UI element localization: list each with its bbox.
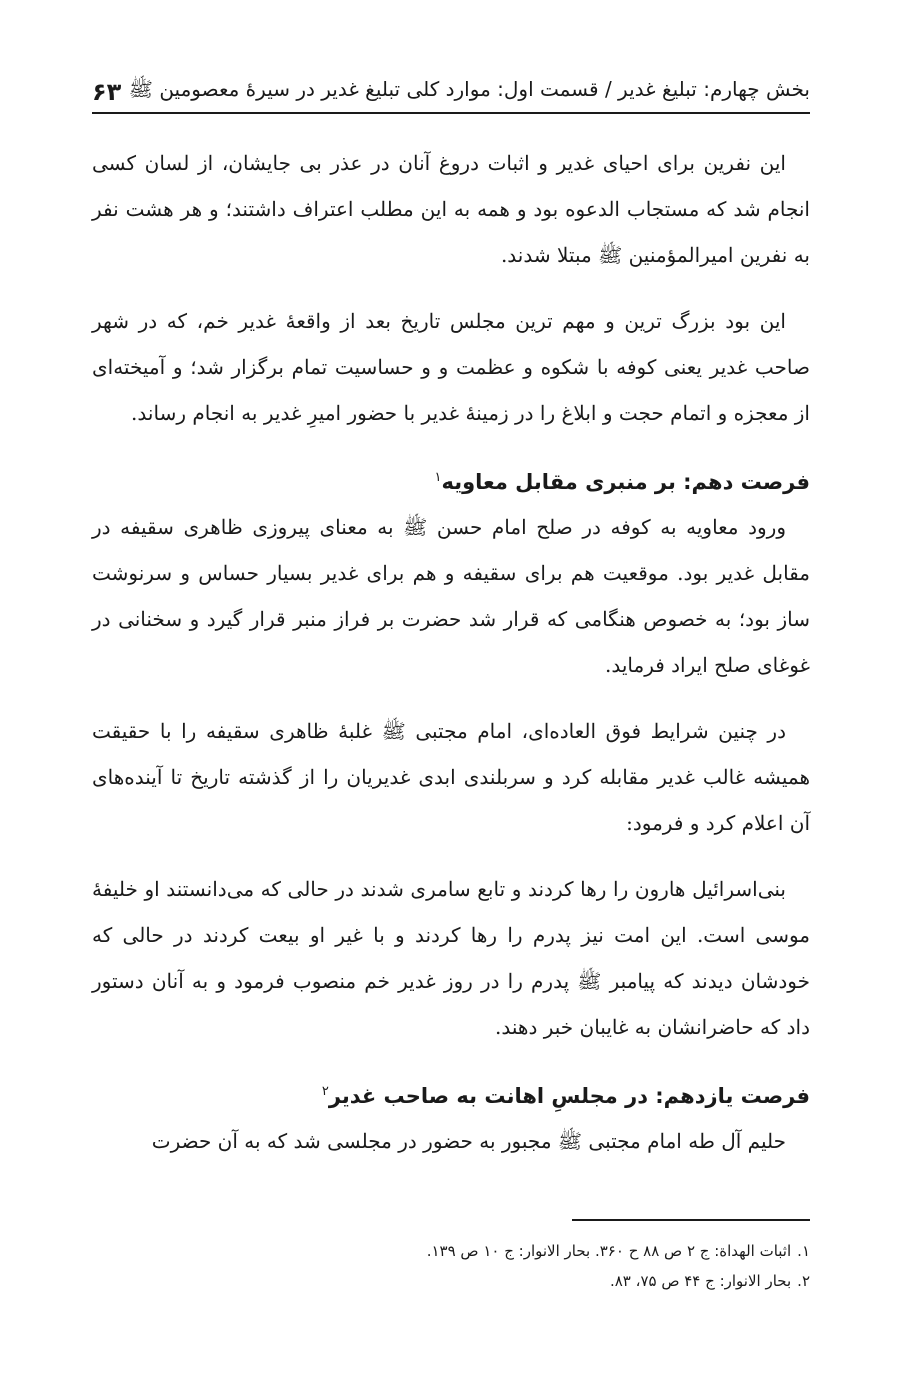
section-heading bbox=[92, 1070, 810, 1118]
footnote bbox=[92, 1236, 810, 1266]
quotation-paragraph: بنی‌اسرائیل هارون را رها کردند و تابع سامری شدند در حالی که می‌دانستند او خلیفۀ موسی است. این امت نیز پدرم را رها کردند و با غیر او بیعت کردند در حالی که خودشان دیدند که پیامبر ﷺ پدرم را در روز غدیر خم منصوب فرمود و به آنان دستور داد که حاضرانشان به غایبان خبر دهند. bbox=[92, 877, 810, 1039]
book-page bbox=[92, 0, 810, 1390]
paragraph: این نفرین برای احیای غدیر و اثبات دروغ آنان در عذر بی جایشان، از لسان کسی انجام شد که مستجاب الدعوه بود و همه به این مطلب اعتراف داشتند؛ و هر هشت نفر به نفرین امیرالمؤمنین ﷺ مبتلا شدند. bbox=[92, 151, 810, 267]
section-heading-text: فرصت دهم: بر منبری مقابل معاویه bbox=[441, 470, 810, 494]
section-heading-text: فرصت یازدهم: در مجلسِ اهانت به صاحب غدیر bbox=[328, 1084, 810, 1108]
footnotes bbox=[92, 1236, 810, 1296]
footnote-number: ۲. bbox=[797, 1272, 810, 1290]
footnote-marker[interactable]: ۱ bbox=[434, 470, 442, 485]
page-number: ۶۳ bbox=[92, 78, 122, 106]
paragraph: حلیم آل طه امام مجتبی ﷺ مجبور به حضور در مجلسی شد که به آن حضرت bbox=[151, 1129, 786, 1153]
paragraph: در چنین شرایط فوق العاده‌ای، امام مجتبی ﷺ غلبۀ ظاهری سقیفه را با حقیقت همیشه غالب غدیر مقابله کرد و سربلندی ابدی غدیریان را از گذشته تاریخ تا آینده‌های آن اعلام کرد و فرمود: bbox=[92, 719, 810, 835]
footnote bbox=[92, 1266, 810, 1296]
footnote-marker[interactable]: ۲ bbox=[321, 1084, 329, 1099]
paragraph: این بود بزرگ ترین و مهم ترین مجلس تاریخ بعد از واقعۀ غدیر خم، که در شهر صاحب غدیر یعنی کوفه با شکوه و عظمت و و حساسیت تمام برگزار شد؛ و آمیخته‌ای از معجزه و اتمام حجت و ابلاغ را در زمینۀ غدیر با حضور امیرِ غدیر به انجام رساند. bbox=[92, 309, 810, 425]
running-header bbox=[92, 70, 810, 114]
footnote-divider bbox=[572, 1219, 810, 1221]
footnote-text: اثبات الهداة: ج ۲ ص ۸۸ ح ۳۶۰. بحار الانوار: ج ۱۰ ص ۱۳۹. bbox=[426, 1242, 792, 1260]
paragraph: ورود معاویه به کوفه در صلح امام حسن ﷺ به معنای پیروزی ظاهری سقیفه در مقابل غدیر بود. موقعیت هم برای سقیفه و هم برای غدیر بسیار حساس و سرنوشت ساز بود؛ به خصوص هنگامی که قرار شد حضرت بر فراز منبر قرار گیرد و سخنانی در غوغای صلح ایراد فرماید. bbox=[92, 515, 810, 677]
body-text bbox=[92, 140, 810, 1184]
footnote-number: ۱. bbox=[797, 1242, 810, 1260]
footnote-text: بحار الانوار: ج ۴۴ ص ۷۵، ۸۳. bbox=[609, 1272, 792, 1290]
section-heading bbox=[92, 456, 810, 504]
chapter-title: بخش چهارم: تبلیغ غدیر / قسمت اول: موارد کلی تبلیغ غدیر در سیرۀ معصومین ﷺ bbox=[128, 77, 810, 101]
